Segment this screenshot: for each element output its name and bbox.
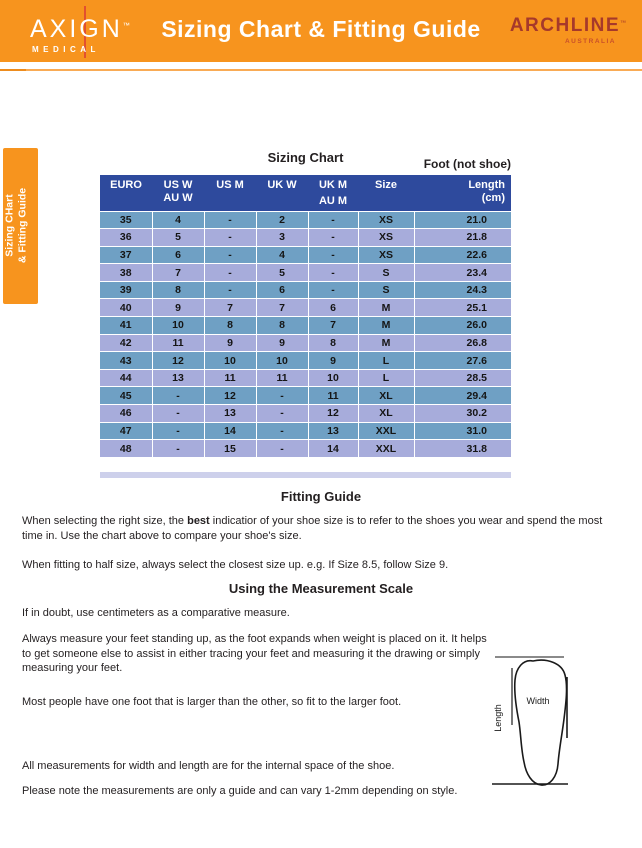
table-cell: S (358, 264, 414, 282)
table-row (100, 211, 511, 229)
sizing-chart-title: Sizing Chart (267, 150, 344, 165)
table-cell: 9 (152, 299, 204, 317)
table-cell: - (308, 246, 358, 264)
column-header-ukm: UK M AU M (308, 175, 358, 211)
side-tab (3, 148, 38, 304)
table-cell: 6 (256, 281, 308, 299)
table-cell: 7 (308, 317, 358, 335)
table-cell: 8 (256, 317, 308, 335)
table-cell: - (256, 422, 308, 440)
foot-note-label: Foot (not shoe) (423, 157, 511, 171)
table-cell: - (152, 387, 204, 405)
table-cell: XXL (358, 422, 414, 440)
foot-outline (515, 660, 567, 785)
table-cell: 31.0 (414, 422, 511, 440)
table-cell: 47 (100, 422, 152, 440)
table-cell: 10 (152, 317, 204, 335)
table-cell: 6 (308, 299, 358, 317)
table-cell: 43 (100, 352, 152, 370)
table-row (100, 422, 511, 440)
table-cell: 21.8 (414, 229, 511, 247)
table-cell: 11 (256, 369, 308, 387)
table-cell: M (358, 334, 414, 352)
table-cell: - (204, 281, 256, 299)
table-cell: 27.6 (414, 352, 511, 370)
table-cell: 7 (152, 264, 204, 282)
table-cell: 4 (256, 246, 308, 264)
table-cell: 37 (100, 246, 152, 264)
table-cell: - (308, 264, 358, 282)
table-cell: 41 (100, 317, 152, 335)
table-cell: 8 (204, 317, 256, 335)
table-cell: 44 (100, 369, 152, 387)
table-cell: 24.3 (414, 281, 511, 299)
table-cell: 42 (100, 334, 152, 352)
table-cell: XS (358, 211, 414, 229)
table-cell: 4 (152, 211, 204, 229)
table-cell: 25.1 (414, 299, 511, 317)
table-cell: - (256, 387, 308, 405)
measurement-heading: Using the Measurement Scale (228, 581, 414, 596)
archline-trademark: ™ (620, 20, 626, 27)
fitting-paragraph-1-post: indicatior of your shoe size is to refer to the shoes you wear and spend the most time in. Use the chart above to compare your shoe's size. (22, 515, 603, 542)
table-cell: 7 (204, 299, 256, 317)
table-row (100, 281, 511, 299)
table-cell: S (358, 281, 414, 299)
table-cell: - (308, 281, 358, 299)
table-cell: 30.2 (414, 405, 511, 423)
table-cell: 38 (100, 264, 152, 282)
axign-logo-sub: MEDICAL (32, 45, 100, 54)
table-cell: 15 (204, 440, 256, 458)
table-cell: 40 (100, 299, 152, 317)
table-cell: XL (358, 405, 414, 423)
table-cell: M (358, 317, 414, 335)
table-cell: 36 (100, 229, 152, 247)
table-cell: 8 (152, 281, 204, 299)
table-cell: 9 (204, 334, 256, 352)
table-cell: XS (358, 229, 414, 247)
archline-wordmark: ARCHLINE (509, 15, 620, 36)
column-header-usm: US M (204, 175, 256, 211)
axign-trademark: ™ (122, 22, 130, 30)
length-label: Length (493, 704, 503, 732)
table-cell: 9 (256, 334, 308, 352)
table-cell: 10 (204, 352, 256, 370)
foot-diagram (487, 647, 639, 795)
column-header-length: Length (cm) (414, 175, 511, 211)
table-cell: L (358, 352, 414, 370)
table-cell: 31.8 (414, 440, 511, 458)
fitting-paragraph-1-bold: best (187, 515, 210, 527)
table-cell: - (256, 405, 308, 423)
side-tab-line1: Sizing CHart (3, 194, 16, 257)
table-cell: 10 (308, 369, 358, 387)
table-cell: 9 (308, 352, 358, 370)
table-row (100, 317, 511, 335)
table-cell: 2 (256, 211, 308, 229)
table-cell: - (152, 440, 204, 458)
table-cell: 12 (152, 352, 204, 370)
archline-logo-name (510, 15, 626, 37)
table-cell: 12 (204, 387, 256, 405)
table-row (100, 440, 511, 458)
width-label: Width (526, 696, 550, 706)
table-cell: 22.6 (414, 246, 511, 264)
table-cell: - (308, 211, 358, 229)
table-cell: 11 (308, 387, 358, 405)
table-tail-strip (100, 472, 511, 478)
table-cell: 11 (152, 334, 204, 352)
table-cell: 13 (152, 369, 204, 387)
fitting-paragraph-2: When fitting to half size, always select the closest size up. e.g. If Size 8.5, follow Size 9. (22, 559, 449, 571)
table-cell: 8 (308, 334, 358, 352)
axign-wordmark: AXIGN (30, 15, 123, 43)
measurement-paragraph-3: Most people have one foot that is larger than the other, so fit to the larger foot. (22, 696, 402, 708)
measurement-paragraph-4: All measurements for width and length are for the internal space of the shoe. (22, 760, 395, 772)
fitting-paragraph-1 (22, 514, 622, 543)
table-cell: 6 (152, 246, 204, 264)
table-row (100, 264, 511, 282)
column-header-ukw: UK W (256, 175, 308, 211)
sizing-table-body (100, 211, 511, 457)
table-cell: - (204, 264, 256, 282)
column-header-euro: EURO (100, 175, 152, 211)
archline-logo (510, 15, 626, 45)
table-cell: - (256, 440, 308, 458)
column-header-usw: US W AU W (152, 175, 204, 211)
table-cell: M (358, 299, 414, 317)
table-cell: XL (358, 387, 414, 405)
fitting-paragraph-1-pre: When selecting the right size, the (22, 515, 188, 527)
measurement-paragraph-1: If in doubt, use centimeters as a comparative measure. (22, 607, 290, 619)
table-cell: 48 (100, 440, 152, 458)
table-row (100, 387, 511, 405)
table-cell: 39 (100, 281, 152, 299)
table-cell: 5 (256, 264, 308, 282)
table-cell: 14 (308, 440, 358, 458)
table-cell: 10 (256, 352, 308, 370)
table-row (100, 299, 511, 317)
table-cell: 7 (256, 299, 308, 317)
table-row (100, 229, 511, 247)
page-title: Sizing Chart & Fitting Guide (161, 16, 481, 42)
table-cell: XS (358, 246, 414, 264)
table-row (100, 405, 511, 423)
table-cell: - (204, 229, 256, 247)
table-row (100, 352, 511, 370)
table-cell: 5 (152, 229, 204, 247)
table-cell: 45 (100, 387, 152, 405)
table-cell: 21.0 (414, 211, 511, 229)
table-cell: - (152, 422, 204, 440)
table-cell: 26.8 (414, 334, 511, 352)
table-row (100, 246, 511, 264)
divider-line (0, 69, 642, 71)
table-header-row (100, 175, 511, 211)
table-cell: 23.4 (414, 264, 511, 282)
table-cell: XXL (358, 440, 414, 458)
table-cell: 46 (100, 405, 152, 423)
archline-logo-sub: AUSTRALIA (564, 38, 616, 45)
table-cell: L (358, 369, 414, 387)
side-tab-line2: & Fitting Guide (16, 187, 29, 264)
table-cell: 14 (204, 422, 256, 440)
table-cell: 12 (308, 405, 358, 423)
table-cell: 13 (204, 405, 256, 423)
sizing-table (100, 175, 511, 458)
table-cell: 26.0 (414, 317, 511, 335)
measurement-paragraph-2: Always measure your feet standing up, as the foot expands when weight is placed on it. It helps to get someone else to assist in either tracing your feet and measuring it the drawing or simply measuring your feet. (22, 633, 487, 674)
table-cell: 11 (204, 369, 256, 387)
table-cell: 28.5 (414, 369, 511, 387)
table-cell: 35 (100, 211, 152, 229)
table-cell: - (204, 211, 256, 229)
measurement-paragraph-5: Please note the measurements are only a guide and can vary 1-2mm depending on style. (22, 785, 458, 797)
header-bar (0, 0, 642, 62)
table-cell: 13 (308, 422, 358, 440)
fitting-guide-heading: Fitting Guide (280, 489, 362, 504)
table-row (100, 334, 511, 352)
table-cell: - (204, 246, 256, 264)
table-cell: - (152, 405, 204, 423)
table-cell: 3 (256, 229, 308, 247)
column-header-size: Size (358, 175, 414, 211)
table-cell: 29.4 (414, 387, 511, 405)
side-tab-label (4, 148, 39, 304)
table-cell: - (308, 229, 358, 247)
table-row (100, 369, 511, 387)
